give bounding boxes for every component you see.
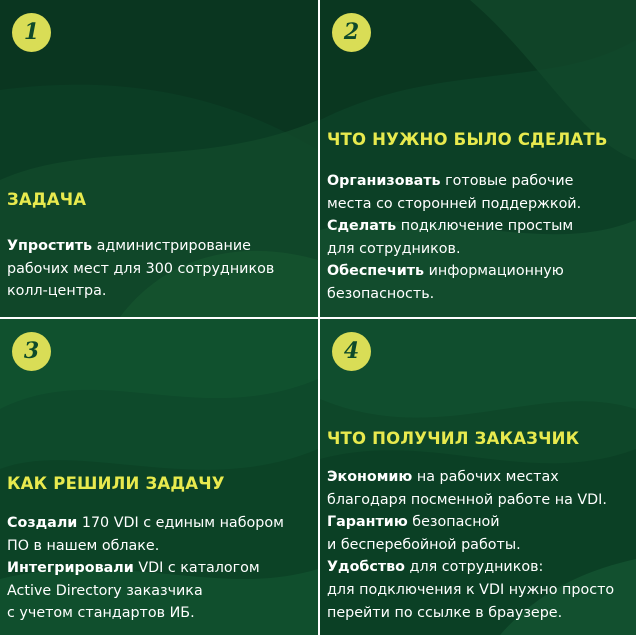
body-line: перейти по ссылке в браузере. (327, 604, 563, 621)
card-body (7, 235, 314, 303)
body-line: Упростить администрирование (7, 238, 251, 254)
body-line: Интегрировали VDI с каталогом (7, 560, 260, 577)
card-body (327, 466, 632, 624)
body-line: безопасность. (327, 285, 435, 302)
body-line: Сделать подключение простым (327, 218, 574, 235)
step-number-badge: 1 (12, 13, 51, 52)
body-line: рабочих мест для 300 сотрудников (7, 260, 275, 277)
card-what-to-do (320, 0, 636, 317)
card-how-solved (0, 319, 318, 635)
body-line: Создали 170 VDI с единым набором (7, 515, 284, 531)
step-number-badge: 3 (12, 332, 51, 371)
body-line: благодаря посменной работе на VDI. (327, 491, 607, 508)
card-title: КАК РЕШИЛИ ЗАДАЧУ (7, 474, 225, 493)
body-line: с учетом стандартов ИБ. (7, 605, 195, 622)
body-line: Экономию на рабочих местах (327, 469, 559, 485)
body-line: Обеспечить информационную (327, 263, 564, 280)
body-line: Active Directory заказчика (7, 582, 203, 599)
body-line: Гарантию безопасной (327, 514, 500, 531)
body-line: и бесперебойной работы. (327, 536, 521, 553)
body-line: для подключения к VDI нужно просто (327, 581, 615, 598)
card-title: ЧТО ПОЛУЧИЛ ЗАКАЗЧИК (327, 429, 580, 448)
body-line: места со сторонней поддержкой. (327, 195, 582, 212)
body-line: для сотрудников. (327, 240, 461, 257)
body-line: Организовать готовые рабочие (327, 173, 574, 189)
step-number-badge: 4 (332, 332, 371, 371)
card-result (320, 319, 636, 635)
body-line: колл-центра. (7, 283, 107, 300)
card-task (0, 0, 318, 317)
body-line: Удобство для сотрудников: (327, 559, 544, 576)
card-title: ЗАДАЧА (7, 190, 87, 209)
body-line: ПО в нашем облаке. (7, 537, 160, 554)
card-body (7, 512, 314, 625)
card-title: ЧТО НУЖНО БЫЛО СДЕЛАТЬ (327, 130, 608, 149)
step-number-badge: 2 (332, 13, 371, 52)
card-body (327, 170, 632, 306)
